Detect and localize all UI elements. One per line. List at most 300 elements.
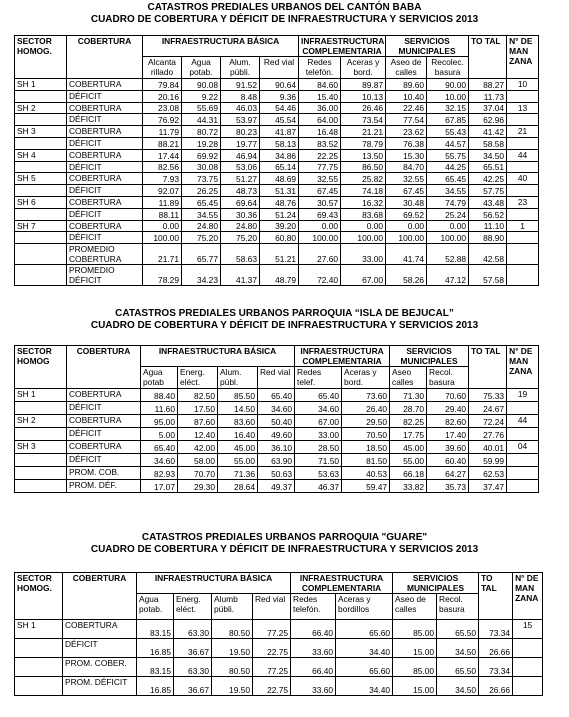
row-type-cell: PROMEDIO COBERTURA xyxy=(67,244,143,265)
table-row xyxy=(15,149,539,161)
value-cell: 41.42 xyxy=(469,126,507,138)
value-cell: 85.50 xyxy=(218,389,258,402)
value-cell: 11.89 xyxy=(143,196,182,208)
sector-cell: SH 2 xyxy=(15,102,67,114)
guare-subheader: Aseo de calles xyxy=(393,594,437,620)
value-cell: 0.00 xyxy=(341,220,386,232)
table-row xyxy=(15,196,539,208)
row-type-cell: COBERTURA xyxy=(67,79,143,91)
value-cell: 23.62 xyxy=(386,126,427,138)
value-cell: 89.60 xyxy=(386,79,427,91)
value-cell: 44.25 xyxy=(427,161,469,173)
baba-header-infra-comp: INFRAESTRUCTURA COMPLEMENTARIA xyxy=(299,36,386,57)
bejucal-title-2: CUADRO DE COBERTURA Y DÉFICIT DE INFRAESTRUCTURA Y SERVICIOS 2013 xyxy=(90,320,479,331)
value-cell: 15.00 xyxy=(393,677,437,696)
value-cell: 26.46 xyxy=(341,102,386,114)
value-cell: 66.40 xyxy=(291,658,336,677)
value-cell: 29.30 xyxy=(178,480,218,493)
value-cell: 65.45 xyxy=(427,173,469,185)
value-cell: 22.25 xyxy=(299,149,341,161)
value-cell: 9.22 xyxy=(182,90,221,102)
value-cell: 72.40 xyxy=(299,265,341,286)
value-cell: 60.40 xyxy=(427,454,469,467)
value-cell: 88.90 xyxy=(469,232,507,244)
manzana-cell xyxy=(507,428,539,441)
guare-subheader: Alumb públi. xyxy=(212,594,253,620)
value-cell: 12.40 xyxy=(178,428,218,441)
value-cell: 65.60 xyxy=(336,620,393,639)
table-row xyxy=(15,114,539,126)
value-cell: 30.48 xyxy=(386,196,427,208)
value-cell: 36.67 xyxy=(174,677,212,696)
value-cell: 83.15 xyxy=(137,658,174,677)
manzana-cell xyxy=(507,208,539,220)
value-cell: 37.04 xyxy=(469,102,507,114)
manzana-cell xyxy=(507,114,539,126)
value-cell: 65.40 xyxy=(295,389,342,402)
value-cell: 59.47 xyxy=(342,480,390,493)
value-cell: 27.60 xyxy=(299,244,341,265)
bejucal-subheader: Recol. basura xyxy=(427,367,469,389)
value-cell: 65.51 xyxy=(469,161,507,173)
manzana-cell xyxy=(507,454,539,467)
sector-cell xyxy=(15,90,67,102)
value-cell: 28.64 xyxy=(218,480,258,493)
value-cell: 48.76 xyxy=(260,196,299,208)
manzana-cell xyxy=(507,232,539,244)
value-cell: 84.60 xyxy=(299,79,341,91)
value-cell: 7.93 xyxy=(143,173,182,185)
table-row xyxy=(15,402,539,415)
sector-cell: SH 3 xyxy=(15,126,67,138)
bejucal-title-1: CATASTROS PREDIALES URBANOS PARROQUIA “ISLA DE BEJUCAL” xyxy=(115,308,454,319)
manzana-cell xyxy=(507,161,539,173)
baba-table xyxy=(14,35,539,286)
value-cell: 16.48 xyxy=(299,126,341,138)
value-cell: 44.31 xyxy=(182,114,221,126)
sector-cell xyxy=(15,658,63,677)
value-cell: 67.00 xyxy=(341,265,386,286)
value-cell: 100.00 xyxy=(143,232,182,244)
row-type-cell: DÉFICIT xyxy=(67,114,143,126)
value-cell: 22.75 xyxy=(253,639,291,658)
value-cell: 72.24 xyxy=(469,415,507,428)
row-type-cell: DÉFICIT xyxy=(67,90,143,102)
manzana-cell: 21 xyxy=(507,126,539,138)
value-cell: 73.75 xyxy=(182,173,221,185)
value-cell: 18.50 xyxy=(342,441,390,454)
guare-title-2: CUADRO DE COBERTURA Y DÉFICIT DE INFRAESTRUCTURA Y SERVICIOS 2013 xyxy=(90,544,479,555)
value-cell: 28.50 xyxy=(295,441,342,454)
value-cell: 19.77 xyxy=(221,137,260,149)
guare-subheader: Red vial xyxy=(253,594,291,620)
value-cell: 17.07 xyxy=(141,480,178,493)
value-cell: 25.24 xyxy=(427,208,469,220)
sector-cell xyxy=(15,185,67,197)
value-cell: 55.43 xyxy=(427,126,469,138)
value-cell: 42.58 xyxy=(469,244,507,265)
value-cell: 67.00 xyxy=(295,415,342,428)
sector-cell xyxy=(15,208,67,220)
value-cell: 33.00 xyxy=(341,244,386,265)
bejucal-header-sector: SECTOR HOMOG xyxy=(15,346,67,389)
bejucal-header-infra-comp: INFRAESTRUCTURA COMPLEMENTARIA xyxy=(295,346,390,367)
value-cell: 48.73 xyxy=(221,185,260,197)
value-cell: 33.82 xyxy=(390,480,427,493)
value-cell: 55.75 xyxy=(427,149,469,161)
value-cell: 22.46 xyxy=(386,102,427,114)
value-cell: 67.45 xyxy=(299,185,341,197)
value-cell: 46.03 xyxy=(221,102,260,114)
baba-subheader: Agua potab. xyxy=(182,57,221,79)
value-cell: 100.00 xyxy=(386,232,427,244)
value-cell: 26.66 xyxy=(479,677,513,696)
value-cell: 83.60 xyxy=(218,415,258,428)
manzana-cell xyxy=(507,467,539,480)
value-cell: 8.48 xyxy=(221,90,260,102)
value-cell: 15.40 xyxy=(299,90,341,102)
bejucal-subheader: Alum. públ. xyxy=(218,367,258,389)
value-cell: 52.88 xyxy=(427,244,469,265)
value-cell: 42.25 xyxy=(469,173,507,185)
value-cell: 43.48 xyxy=(469,196,507,208)
value-cell: 37.47 xyxy=(469,480,507,493)
row-type-cell: DÉFICIT xyxy=(67,208,143,220)
bejucal-subheader: Aseo calles xyxy=(390,367,427,389)
value-cell: 32.55 xyxy=(299,173,341,185)
value-cell: 17.44 xyxy=(143,149,182,161)
value-cell: 88.11 xyxy=(143,208,182,220)
guare-header-servicios: SERVICIOS MUNICIPALES xyxy=(393,573,479,594)
value-cell: 0.00 xyxy=(299,220,341,232)
value-cell: 48.79 xyxy=(260,265,299,286)
value-cell: 85.00 xyxy=(393,658,437,677)
value-cell: 83.68 xyxy=(341,208,386,220)
sector-cell xyxy=(15,402,67,415)
guare-header-cobertura: COBERTURA xyxy=(63,573,137,620)
manzana-cell: 44 xyxy=(507,415,539,428)
value-cell: 32.15 xyxy=(427,102,469,114)
value-cell: 62.96 xyxy=(469,114,507,126)
value-cell: 10.00 xyxy=(427,90,469,102)
value-cell: 20.16 xyxy=(143,90,182,102)
value-cell: 76.92 xyxy=(143,114,182,126)
baba-subheader: Alcanta rillado xyxy=(143,57,182,79)
row-type-cell: DÉFICIT xyxy=(67,454,141,467)
row-type-cell: PROMEDIO DÉFICIT xyxy=(67,265,143,286)
bejucal-subheader: Redes telef. xyxy=(295,367,342,389)
value-cell: 82.50 xyxy=(178,389,218,402)
value-cell: 91.52 xyxy=(221,79,260,91)
row-type-cell: PROM. DÉFICIT xyxy=(63,677,137,696)
row-type-cell: DÉFICIT xyxy=(67,137,143,149)
value-cell: 17.75 xyxy=(390,428,427,441)
row-type-cell: COBERTURA xyxy=(67,415,141,428)
value-cell: 16.32 xyxy=(341,196,386,208)
value-cell: 55.69 xyxy=(182,102,221,114)
value-cell: 34.23 xyxy=(182,265,221,286)
sector-cell: SH 7 xyxy=(15,220,67,232)
value-cell: 34.50 xyxy=(437,639,479,658)
row-type-cell: DÉFICIT xyxy=(67,161,143,173)
value-cell: 57.58 xyxy=(469,265,507,286)
value-cell: 74.79 xyxy=(427,196,469,208)
value-cell: 36.00 xyxy=(299,102,341,114)
value-cell: 81.50 xyxy=(342,454,390,467)
value-cell: 100.00 xyxy=(427,232,469,244)
table-row xyxy=(15,658,543,677)
manzana-cell xyxy=(513,658,543,677)
sector-cell: SH 6 xyxy=(15,196,67,208)
value-cell: 45.00 xyxy=(390,441,427,454)
value-cell: 42.00 xyxy=(178,441,218,454)
value-cell: 27.76 xyxy=(469,428,507,441)
manzana-cell xyxy=(507,265,539,286)
value-cell: 22.75 xyxy=(253,677,291,696)
row-type-cell: DÉFICIT xyxy=(67,232,143,244)
value-cell: 55.00 xyxy=(390,454,427,467)
value-cell: 80.50 xyxy=(212,658,253,677)
value-cell: 25.82 xyxy=(341,173,386,185)
guare-table xyxy=(14,572,543,696)
table-row xyxy=(15,232,539,244)
value-cell: 34.55 xyxy=(182,208,221,220)
value-cell: 10.40 xyxy=(386,90,427,102)
value-cell: 71.36 xyxy=(218,467,258,480)
row-type-cell: COBERTURA xyxy=(63,620,137,639)
row-type-cell: DÉFICIT xyxy=(67,428,141,441)
table-row xyxy=(15,244,539,265)
value-cell: 28.70 xyxy=(390,402,427,415)
baba-subheader: Aseo de calles xyxy=(386,57,427,79)
value-cell: 24.67 xyxy=(469,402,507,415)
row-type-cell: COBERTURA xyxy=(67,149,143,161)
table-row xyxy=(15,428,539,441)
table-row xyxy=(15,265,539,286)
value-cell: 65.60 xyxy=(336,658,393,677)
value-cell: 21.21 xyxy=(341,126,386,138)
bejucal-table xyxy=(14,345,539,493)
row-type-cell: PROM. COBER. xyxy=(63,658,137,677)
row-type-cell: PROM. COB. xyxy=(67,467,141,480)
value-cell: 41.74 xyxy=(386,244,427,265)
manzana-cell xyxy=(507,480,539,493)
row-type-cell: COBERTURA xyxy=(67,220,143,232)
value-cell: 77.25 xyxy=(253,620,291,639)
value-cell: 65.40 xyxy=(258,389,295,402)
value-cell: 83.52 xyxy=(299,137,341,149)
table-row xyxy=(15,389,539,402)
sector-cell xyxy=(15,480,67,493)
value-cell: 15.00 xyxy=(393,639,437,658)
table-row xyxy=(15,677,543,696)
guare-subheader: Redes telefón. xyxy=(291,594,336,620)
sector-cell xyxy=(15,428,67,441)
row-type-cell: DÉFICIT xyxy=(63,639,137,658)
value-cell: 45.00 xyxy=(218,441,258,454)
table-row xyxy=(15,208,539,220)
baba-subheader: Recolec. basura xyxy=(427,57,469,79)
value-cell: 63.30 xyxy=(174,620,212,639)
sector-cell xyxy=(15,639,63,658)
value-cell: 34.55 xyxy=(427,185,469,197)
value-cell: 0.00 xyxy=(143,220,182,232)
value-cell: 13.50 xyxy=(341,149,386,161)
value-cell: 34.60 xyxy=(295,402,342,415)
value-cell: 80.50 xyxy=(212,620,253,639)
value-cell: 65.50 xyxy=(437,620,479,639)
value-cell: 48.69 xyxy=(260,173,299,185)
value-cell: 58.00 xyxy=(178,454,218,467)
manzana-cell xyxy=(507,90,539,102)
guare-header-infra-basica: INFRAESTRUCTURA BÁSICA xyxy=(137,573,291,594)
table-row xyxy=(15,173,539,185)
value-cell: 80.23 xyxy=(221,126,260,138)
value-cell: 32.55 xyxy=(386,173,427,185)
value-cell: 77.25 xyxy=(253,658,291,677)
bejucal-header-manzana: N° DE MAN ZANA xyxy=(507,346,539,389)
value-cell: 69.92 xyxy=(182,149,221,161)
value-cell: 70.60 xyxy=(427,389,469,402)
value-cell: 58.13 xyxy=(260,137,299,149)
row-type-cell: DÉFICIT xyxy=(67,185,143,197)
value-cell: 26.66 xyxy=(479,639,513,658)
value-cell: 34.60 xyxy=(141,454,178,467)
bejucal-subheader: Red vial xyxy=(258,367,295,389)
value-cell: 70.70 xyxy=(178,467,218,480)
value-cell: 40.53 xyxy=(342,467,390,480)
manzana-cell xyxy=(507,244,539,265)
value-cell: 100.00 xyxy=(341,232,386,244)
value-cell: 69.52 xyxy=(386,208,427,220)
baba-header-servicios: SERVICIOS MUNICIPALES xyxy=(386,36,469,57)
value-cell: 74.18 xyxy=(341,185,386,197)
value-cell: 16.85 xyxy=(137,677,174,696)
value-cell: 90.08 xyxy=(182,79,221,91)
guare-header-manzana: N° DE MAN ZANA xyxy=(513,573,543,620)
baba-header-sector: SECTOR HOMOG. xyxy=(15,36,67,79)
table-row xyxy=(15,102,539,114)
value-cell: 26.25 xyxy=(182,185,221,197)
row-type-cell: COBERTURA xyxy=(67,126,143,138)
table-row xyxy=(15,220,539,232)
bejucal-subheader: Energ. eléct. xyxy=(178,367,218,389)
baba-section xyxy=(0,2,569,26)
sector-cell: SH 2 xyxy=(15,415,67,428)
value-cell: 65.77 xyxy=(182,244,221,265)
value-cell: 95.00 xyxy=(141,415,178,428)
row-type-cell: COBERTURA xyxy=(67,389,141,402)
value-cell: 36.10 xyxy=(258,441,295,454)
sector-cell: SH 1 xyxy=(15,389,67,402)
value-cell: 21.71 xyxy=(143,244,182,265)
bejucal-section xyxy=(0,308,569,332)
value-cell: 62.53 xyxy=(469,467,507,480)
value-cell: 77.54 xyxy=(386,114,427,126)
value-cell: 39.20 xyxy=(260,220,299,232)
guare-subheader: Agua potab. xyxy=(137,594,174,620)
value-cell: 53.63 xyxy=(295,467,342,480)
value-cell: 59.99 xyxy=(469,454,507,467)
value-cell: 47.12 xyxy=(427,265,469,286)
value-cell: 0.00 xyxy=(386,220,427,232)
table-row xyxy=(15,454,539,467)
baba-title-2: CUADRO DE COBERTURA Y DÉFICIT DE INFRAESTRUCTURA Y SERVICIOS 2013 xyxy=(90,14,479,25)
sector-cell xyxy=(15,244,67,265)
manzana-cell: 19 xyxy=(507,389,539,402)
guare-header-sector: SECTOR HOMOG. xyxy=(15,573,63,620)
value-cell: 50.63 xyxy=(258,467,295,480)
manzana-cell xyxy=(513,639,543,658)
value-cell: 65.14 xyxy=(260,161,299,173)
table-row xyxy=(15,467,539,480)
value-cell: 100.00 xyxy=(299,232,341,244)
value-cell: 16.85 xyxy=(137,639,174,658)
manzana-cell xyxy=(513,677,543,696)
value-cell: 9.36 xyxy=(260,90,299,102)
sector-cell xyxy=(15,114,67,126)
value-cell: 87.60 xyxy=(178,415,218,428)
value-cell: 34.50 xyxy=(437,677,479,696)
value-cell: 63.30 xyxy=(174,658,212,677)
table-row xyxy=(15,620,543,639)
value-cell: 65.45 xyxy=(182,196,221,208)
value-cell: 11.60 xyxy=(141,402,178,415)
baba-title-1: CATASTROS PREDIALES URBANOS DEL CANTÓN BABA xyxy=(147,2,422,13)
guare-subheader: Energ. eléct. xyxy=(174,594,212,620)
value-cell: 0.00 xyxy=(427,220,469,232)
baba-subheader: Red vial xyxy=(260,57,299,79)
row-type-cell: COBERTURA xyxy=(67,102,143,114)
value-cell: 75.20 xyxy=(221,232,260,244)
manzana-cell: 40 xyxy=(507,173,539,185)
value-cell: 69.64 xyxy=(221,196,260,208)
value-cell: 73.60 xyxy=(342,389,390,402)
value-cell: 71.50 xyxy=(295,454,342,467)
value-cell: 50.40 xyxy=(258,415,295,428)
sector-cell: SH 4 xyxy=(15,149,67,161)
value-cell: 80.72 xyxy=(182,126,221,138)
value-cell: 24.80 xyxy=(182,220,221,232)
value-cell: 26.40 xyxy=(342,402,390,415)
value-cell: 58.26 xyxy=(386,265,427,286)
value-cell: 66.40 xyxy=(291,620,336,639)
value-cell: 30.57 xyxy=(299,196,341,208)
value-cell: 79.84 xyxy=(143,79,182,91)
table-row xyxy=(15,185,539,197)
row-type-cell: DÉFICIT xyxy=(67,402,141,415)
value-cell: 53.06 xyxy=(221,161,260,173)
value-cell: 56.52 xyxy=(469,208,507,220)
value-cell: 11.10 xyxy=(469,220,507,232)
value-cell: 17.50 xyxy=(178,402,218,415)
table-row xyxy=(15,441,539,454)
sector-cell xyxy=(15,137,67,149)
value-cell: 34.60 xyxy=(258,402,295,415)
value-cell: 76.38 xyxy=(386,137,427,149)
value-cell: 84.70 xyxy=(386,161,427,173)
guare-section xyxy=(0,532,569,556)
value-cell: 33.60 xyxy=(291,639,336,658)
table-row xyxy=(15,126,539,138)
manzana-cell: 23 xyxy=(507,196,539,208)
value-cell: 88.40 xyxy=(141,389,178,402)
sector-cell: SH 3 xyxy=(15,441,67,454)
value-cell: 51.24 xyxy=(260,208,299,220)
guare-header-infra-comp: INFRAESTRUCTURA COMPLEMENTARIA xyxy=(291,573,393,594)
value-cell: 5.00 xyxy=(141,428,178,441)
value-cell: 15.30 xyxy=(386,149,427,161)
